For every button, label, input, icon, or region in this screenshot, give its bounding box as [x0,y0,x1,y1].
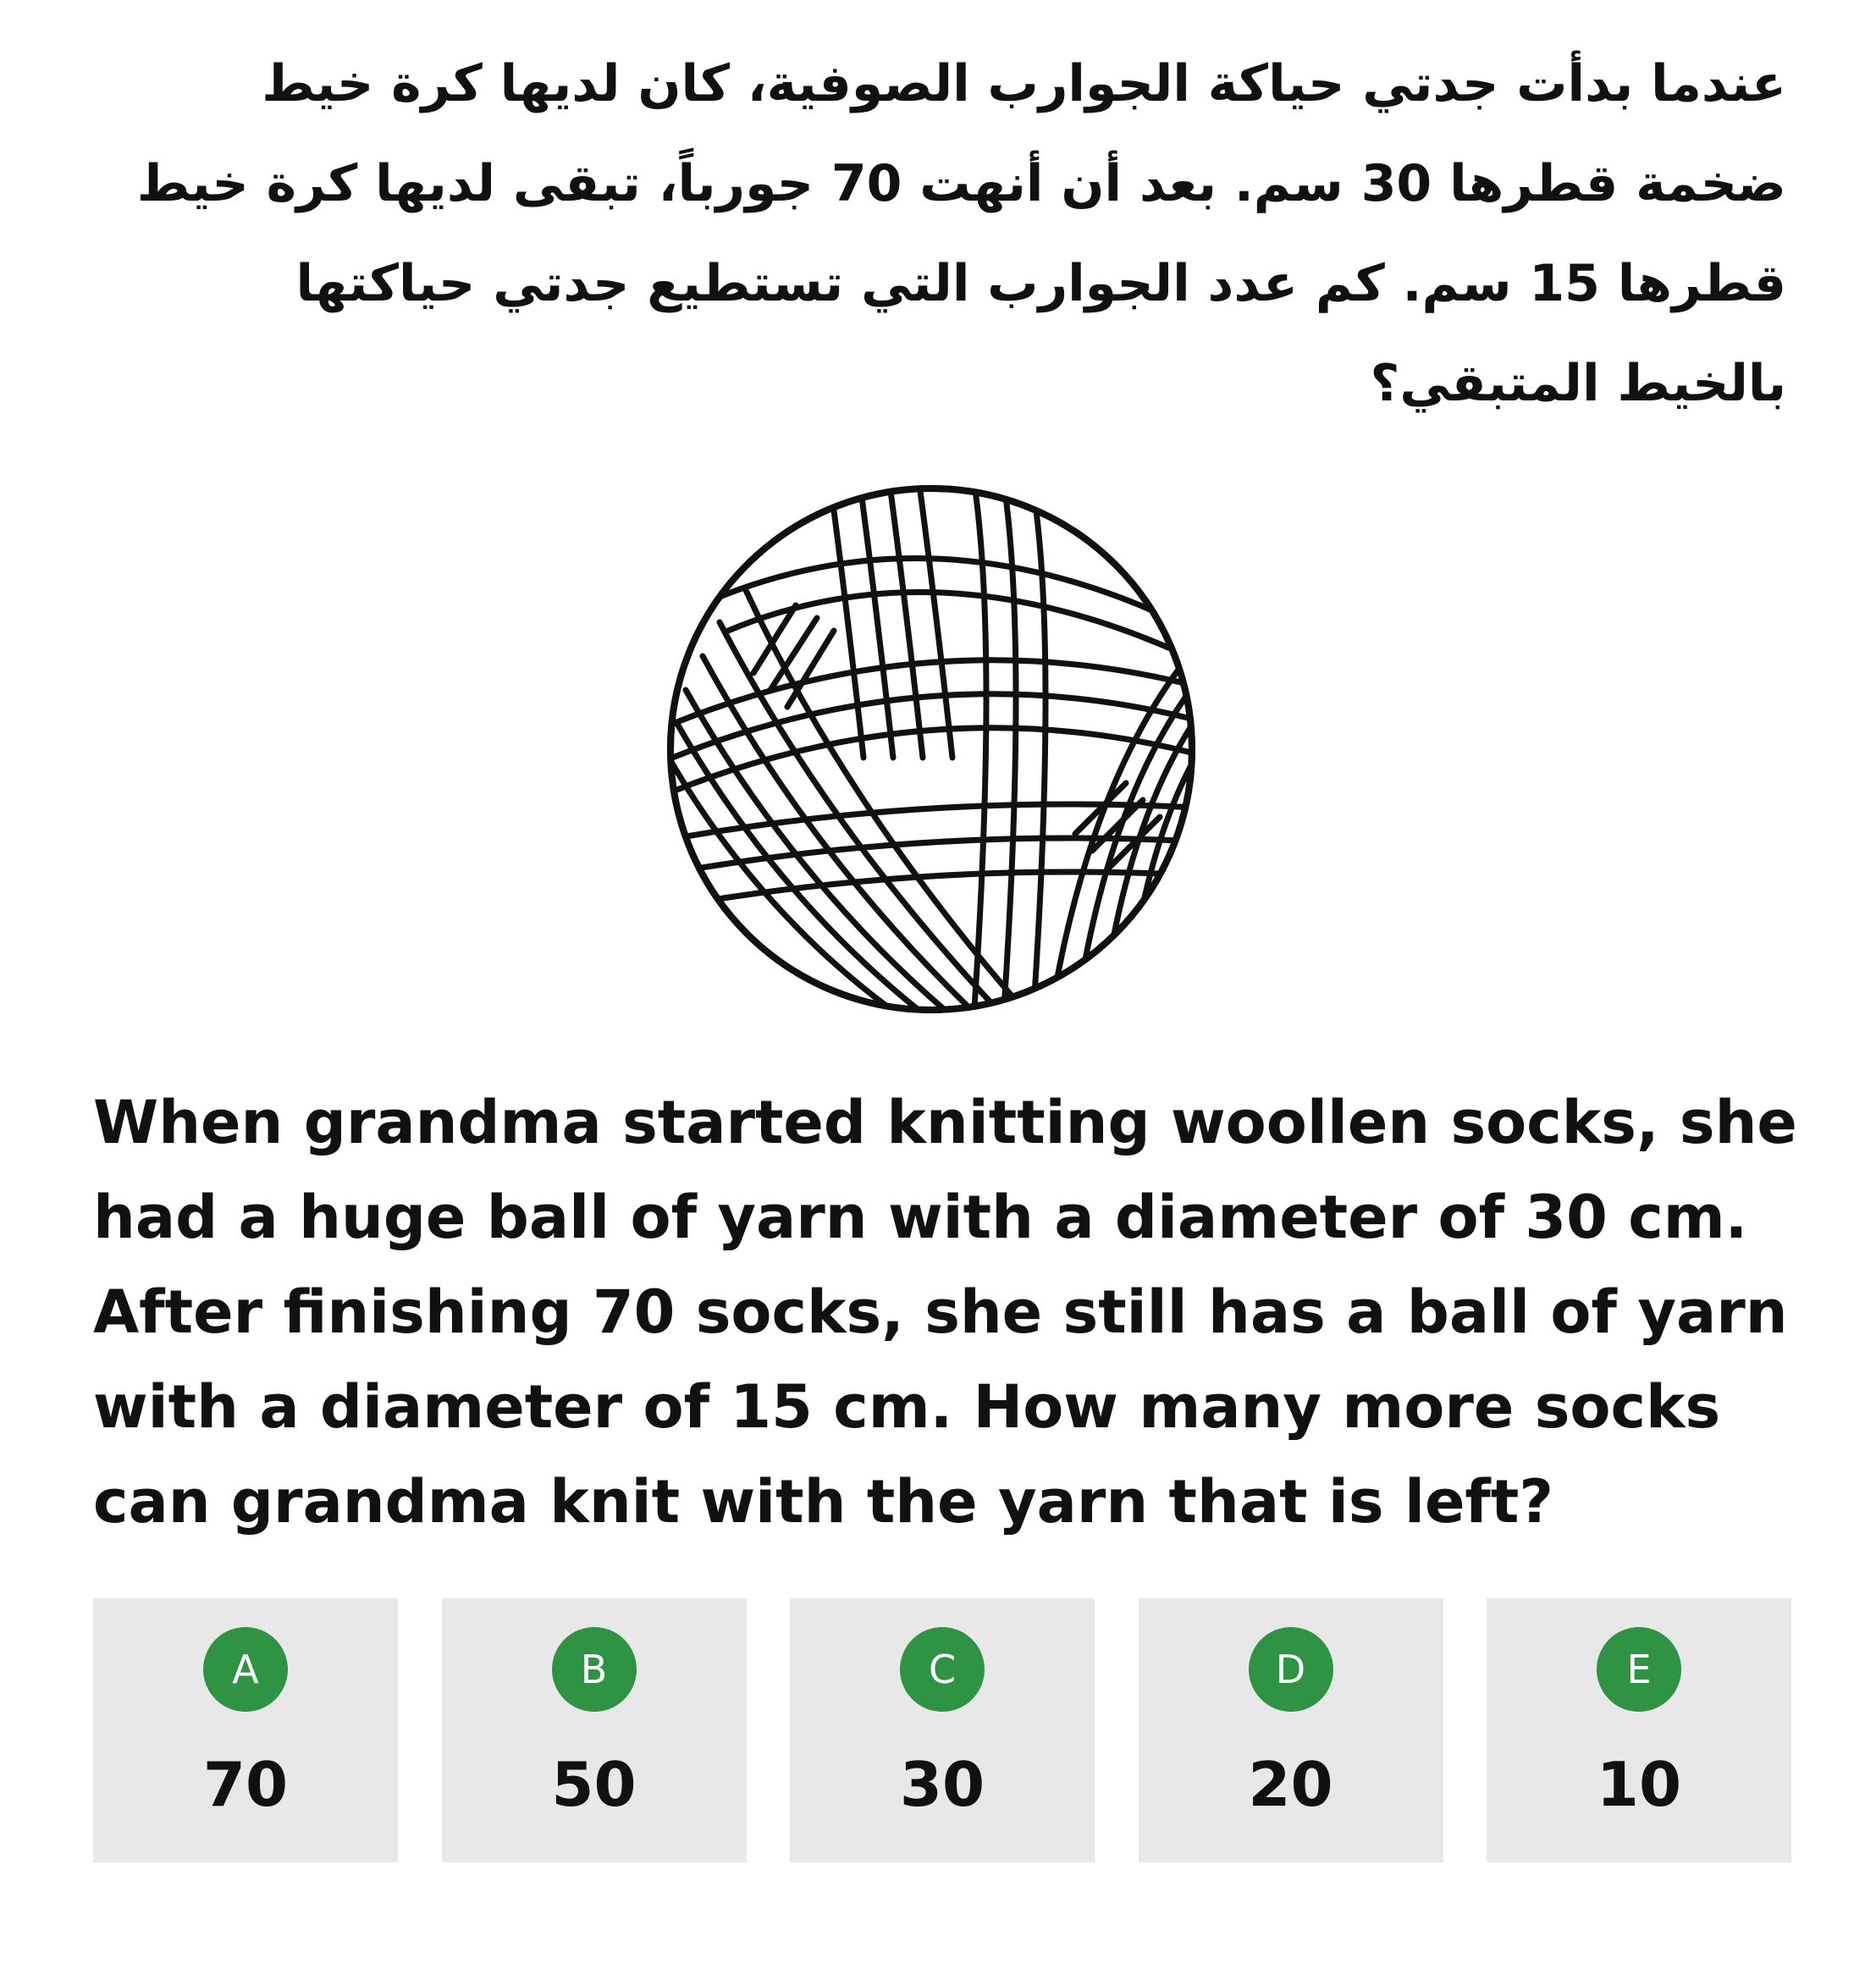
choice-letter-badge: B [552,1627,637,1712]
choice-d[interactable] [1139,1598,1443,1862]
choice-value: 50 [551,1749,637,1820]
choice-letter-badge: A [203,1627,288,1712]
choice-c[interactable] [790,1598,1095,1862]
choice-value: 20 [1248,1749,1333,1820]
answer-choices [93,1598,1791,1862]
choice-value: 30 [899,1749,985,1820]
question-text-english: When grandma started knitting woollen socks, she had a huge ball of yarn with a diameter of 30 cm. After finishing 70 socks, she still has a ball of yarn with a diameter of 15 cm. How many more socks can grandma knit with the yarn that is left? [93,1088,1797,1536]
choice-letter-badge: E [1597,1627,1681,1712]
choice-value: 70 [202,1749,289,1820]
question-text-arabic: عندما بدأت جدتي حياكة الجوارب الصوفية، كان لديها كرة خيط ضخمة قطرها 30 سم. بعد أن أنهت 70 جورباً، تبقى لديها كرة خيط قطرها 15 سم. كم عدد الجوارب التي تستطيع جدتي حياكتها بالخيط المتبقي؟ [136,54,1786,413]
choice-letter-badge: D [1249,1627,1333,1712]
choice-b[interactable] [442,1598,747,1862]
ball-of-yarn-icon [652,478,1211,1020]
choice-e[interactable] [1487,1598,1791,1862]
choice-letter-badge: C [900,1627,985,1712]
choice-value: 10 [1596,1749,1682,1820]
choice-a[interactable] [93,1598,398,1862]
